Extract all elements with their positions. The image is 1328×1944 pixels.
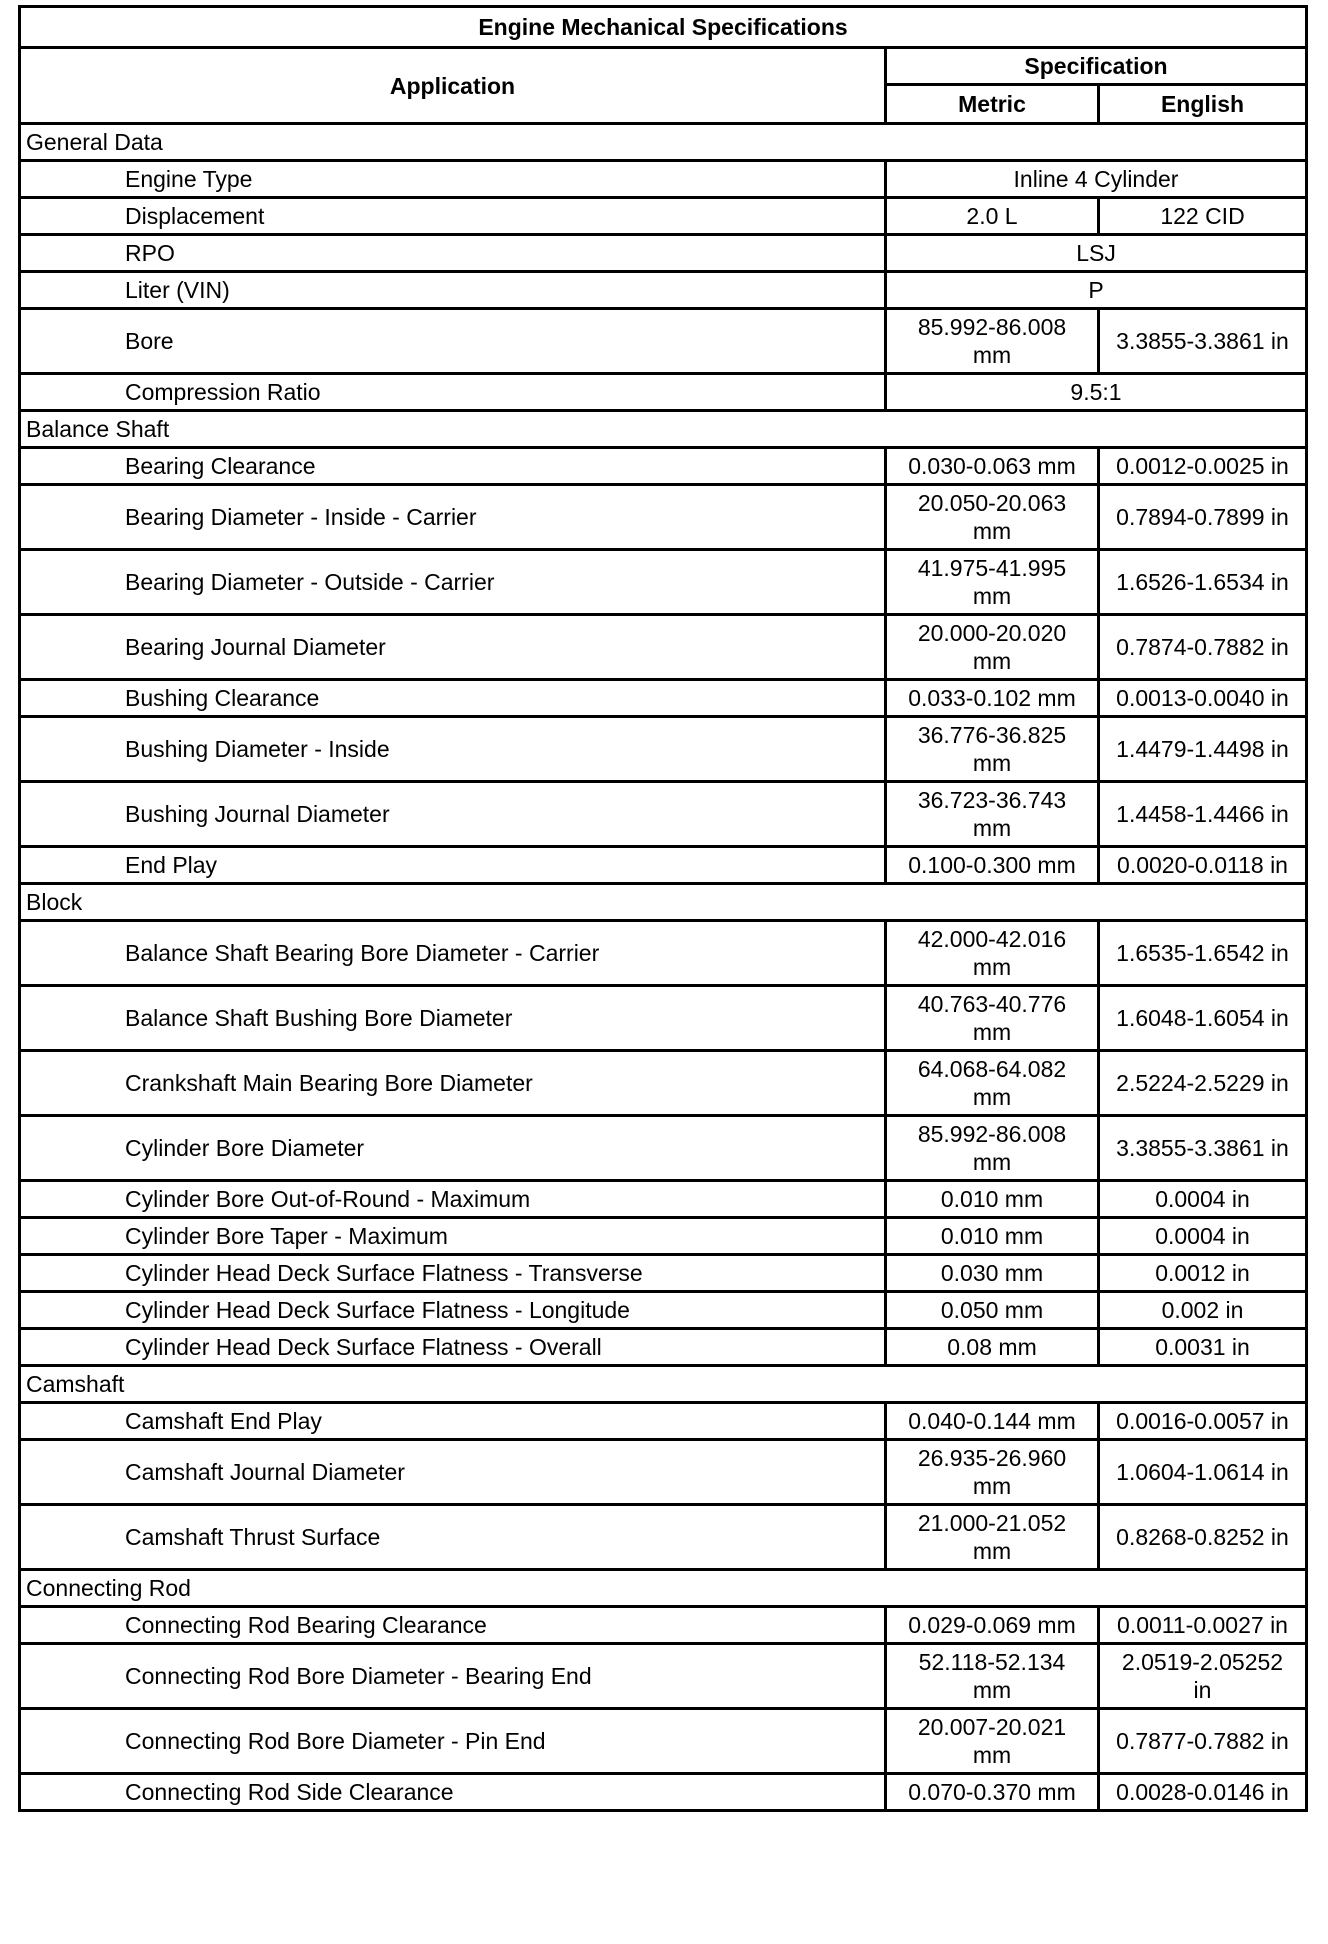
table-row	[20, 1218, 1307, 1255]
engine-mechanical-spec-table	[18, 5, 1308, 1812]
metric-value: 0.070-0.370 mm	[886, 1774, 1099, 1811]
english-value: 0.7874-0.7882 in	[1099, 615, 1307, 680]
english-value: 0.0013-0.0040 in	[1099, 680, 1307, 717]
table-row	[20, 1181, 1307, 1218]
metric-value: 64.068-64.082 mm	[886, 1051, 1099, 1116]
table-row	[20, 1329, 1307, 1366]
table-row	[20, 161, 1307, 198]
row-label: RPO	[20, 235, 886, 272]
merged-value: P	[886, 272, 1307, 309]
row-label: Connecting Rod Bore Diameter - Bearing End	[20, 1644, 886, 1709]
row-label: Bushing Journal Diameter	[20, 782, 886, 847]
row-label: Camshaft Journal Diameter	[20, 1440, 886, 1505]
row-label: Balance Shaft Bearing Bore Diameter - Carrier	[20, 921, 886, 986]
metric-value: 26.935-26.960 mm	[886, 1440, 1099, 1505]
section-label: Connecting Rod	[20, 1570, 1307, 1607]
metric-value: 42.000-42.016 mm	[886, 921, 1099, 986]
table-row	[20, 1709, 1307, 1774]
table-row	[20, 550, 1307, 615]
metric-value: 0.010 mm	[886, 1181, 1099, 1218]
row-label: Liter (VIN)	[20, 272, 886, 309]
english-value: 0.0016-0.0057 in	[1099, 1403, 1307, 1440]
table-row	[20, 1051, 1307, 1116]
english-value: 1.6048-1.6054 in	[1099, 986, 1307, 1051]
section-label: Block	[20, 884, 1307, 921]
row-label: Bushing Diameter - Inside	[20, 717, 886, 782]
section-row-block	[20, 884, 1307, 921]
metric-value: 21.000-21.052 mm	[886, 1505, 1099, 1570]
metric-value: 0.100-0.300 mm	[886, 847, 1099, 884]
row-label: Bearing Journal Diameter	[20, 615, 886, 680]
row-label: Camshaft Thrust Surface	[20, 1505, 886, 1570]
merged-value: Inline 4 Cylinder	[886, 161, 1307, 198]
english-value: 0.0004 in	[1099, 1181, 1307, 1218]
table-title: Engine Mechanical Specifications	[20, 7, 1307, 48]
english-value: 1.6535-1.6542 in	[1099, 921, 1307, 986]
english-value: 0.0012-0.0025 in	[1099, 448, 1307, 485]
metric-value: 36.776-36.825 mm	[886, 717, 1099, 782]
table-row	[20, 272, 1307, 309]
table-row	[20, 921, 1307, 986]
english-value: 0.8268-0.8252 in	[1099, 1505, 1307, 1570]
english-value: 2.5224-2.5229 in	[1099, 1051, 1307, 1116]
table-row	[20, 1607, 1307, 1644]
metric-value: 0.010 mm	[886, 1218, 1099, 1255]
row-label: Connecting Rod Bore Diameter - Pin End	[20, 1709, 886, 1774]
table-row	[20, 448, 1307, 485]
table-row	[20, 986, 1307, 1051]
table-row	[20, 309, 1307, 374]
row-label: Compression Ratio	[20, 374, 886, 411]
table-row	[20, 374, 1307, 411]
table-row	[20, 1403, 1307, 1440]
table-row	[20, 235, 1307, 272]
metric-value: 41.975-41.995 mm	[886, 550, 1099, 615]
english-value: 0.0011-0.0027 in	[1099, 1607, 1307, 1644]
table-row	[20, 680, 1307, 717]
row-label: Bore	[20, 309, 886, 374]
metric-value: 85.992-86.008 mm	[886, 1116, 1099, 1181]
section-row-general-data	[20, 124, 1307, 161]
merged-value: LSJ	[886, 235, 1307, 272]
table-row	[20, 717, 1307, 782]
spec-table-body	[20, 124, 1307, 1811]
table-row	[20, 1644, 1307, 1709]
table-row	[20, 1116, 1307, 1181]
row-label: Connecting Rod Side Clearance	[20, 1774, 886, 1811]
row-label: Bearing Clearance	[20, 448, 886, 485]
english-value: 2.0519-2.05252 in	[1099, 1644, 1307, 1709]
table-row	[20, 1774, 1307, 1811]
metric-value: 0.030-0.063 mm	[886, 448, 1099, 485]
row-label: Bearing Diameter - Outside - Carrier	[20, 550, 886, 615]
row-label: Cylinder Bore Out-of-Round - Maximum	[20, 1181, 886, 1218]
section-row-connecting-rod	[20, 1570, 1307, 1607]
table-row	[20, 615, 1307, 680]
merged-value: 9.5:1	[886, 374, 1307, 411]
english-value: 0.0012 in	[1099, 1255, 1307, 1292]
section-row-balance-shaft	[20, 411, 1307, 448]
metric-value: 85.992-86.008 mm	[886, 309, 1099, 374]
english-value: 0.002 in	[1099, 1292, 1307, 1329]
table-row	[20, 1292, 1307, 1329]
table-row	[20, 1440, 1307, 1505]
column-header-specification: Specification	[886, 48, 1307, 85]
row-label: Camshaft End Play	[20, 1403, 886, 1440]
metric-value: 20.007-20.021 mm	[886, 1709, 1099, 1774]
row-label: Bushing Clearance	[20, 680, 886, 717]
metric-value: 0.033-0.102 mm	[886, 680, 1099, 717]
column-header-metric: Metric	[886, 85, 1099, 124]
section-row-camshaft	[20, 1366, 1307, 1403]
row-label: Balance Shaft Bushing Bore Diameter	[20, 986, 886, 1051]
column-header-english: English	[1099, 85, 1307, 124]
english-value: 3.3855-3.3861 in	[1099, 1116, 1307, 1181]
section-label: Camshaft	[20, 1366, 1307, 1403]
table-row	[20, 1505, 1307, 1570]
section-label: Balance Shaft	[20, 411, 1307, 448]
metric-value: 20.000-20.020 mm	[886, 615, 1099, 680]
metric-value: 0.029-0.069 mm	[886, 1607, 1099, 1644]
english-value: 0.7894-0.7899 in	[1099, 485, 1307, 550]
english-value: 0.0028-0.0146 in	[1099, 1774, 1307, 1811]
english-value: 0.0020-0.0118 in	[1099, 847, 1307, 884]
english-value: 0.0004 in	[1099, 1218, 1307, 1255]
english-value: 1.6526-1.6534 in	[1099, 550, 1307, 615]
table-row	[20, 782, 1307, 847]
row-label: Bearing Diameter - Inside - Carrier	[20, 485, 886, 550]
table-row	[20, 198, 1307, 235]
english-value: 3.3855-3.3861 in	[1099, 309, 1307, 374]
row-label: Connecting Rod Bearing Clearance	[20, 1607, 886, 1644]
metric-value: 0.050 mm	[886, 1292, 1099, 1329]
metric-value: 40.763-40.776 mm	[886, 986, 1099, 1051]
row-label: Engine Type	[20, 161, 886, 198]
row-label: End Play	[20, 847, 886, 884]
metric-value: 0.030 mm	[886, 1255, 1099, 1292]
metric-value: 2.0 L	[886, 198, 1099, 235]
row-label: Cylinder Head Deck Surface Flatness - Transverse	[20, 1255, 886, 1292]
section-label: General Data	[20, 124, 1307, 161]
english-value: 1.4458-1.4466 in	[1099, 782, 1307, 847]
row-label: Cylinder Head Deck Surface Flatness - Overall	[20, 1329, 886, 1366]
english-value: 0.0031 in	[1099, 1329, 1307, 1366]
column-header-application: Application	[20, 48, 886, 124]
metric-value: 36.723-36.743 mm	[886, 782, 1099, 847]
row-label: Cylinder Bore Taper - Maximum	[20, 1218, 886, 1255]
table-row	[20, 485, 1307, 550]
row-label: Cylinder Head Deck Surface Flatness - Longitude	[20, 1292, 886, 1329]
metric-value: 20.050-20.063 mm	[886, 485, 1099, 550]
metric-value: 0.08 mm	[886, 1329, 1099, 1366]
row-label: Displacement	[20, 198, 886, 235]
row-label: Cylinder Bore Diameter	[20, 1116, 886, 1181]
metric-value: 0.040-0.144 mm	[886, 1403, 1099, 1440]
row-label: Crankshaft Main Bearing Bore Diameter	[20, 1051, 886, 1116]
english-value: 0.7877-0.7882 in	[1099, 1709, 1307, 1774]
metric-value: 52.118-52.134 mm	[886, 1644, 1099, 1709]
table-row	[20, 1255, 1307, 1292]
english-value: 122 CID	[1099, 198, 1307, 235]
english-value: 1.4479-1.4498 in	[1099, 717, 1307, 782]
english-value: 1.0604-1.0614 in	[1099, 1440, 1307, 1505]
table-row	[20, 847, 1307, 884]
